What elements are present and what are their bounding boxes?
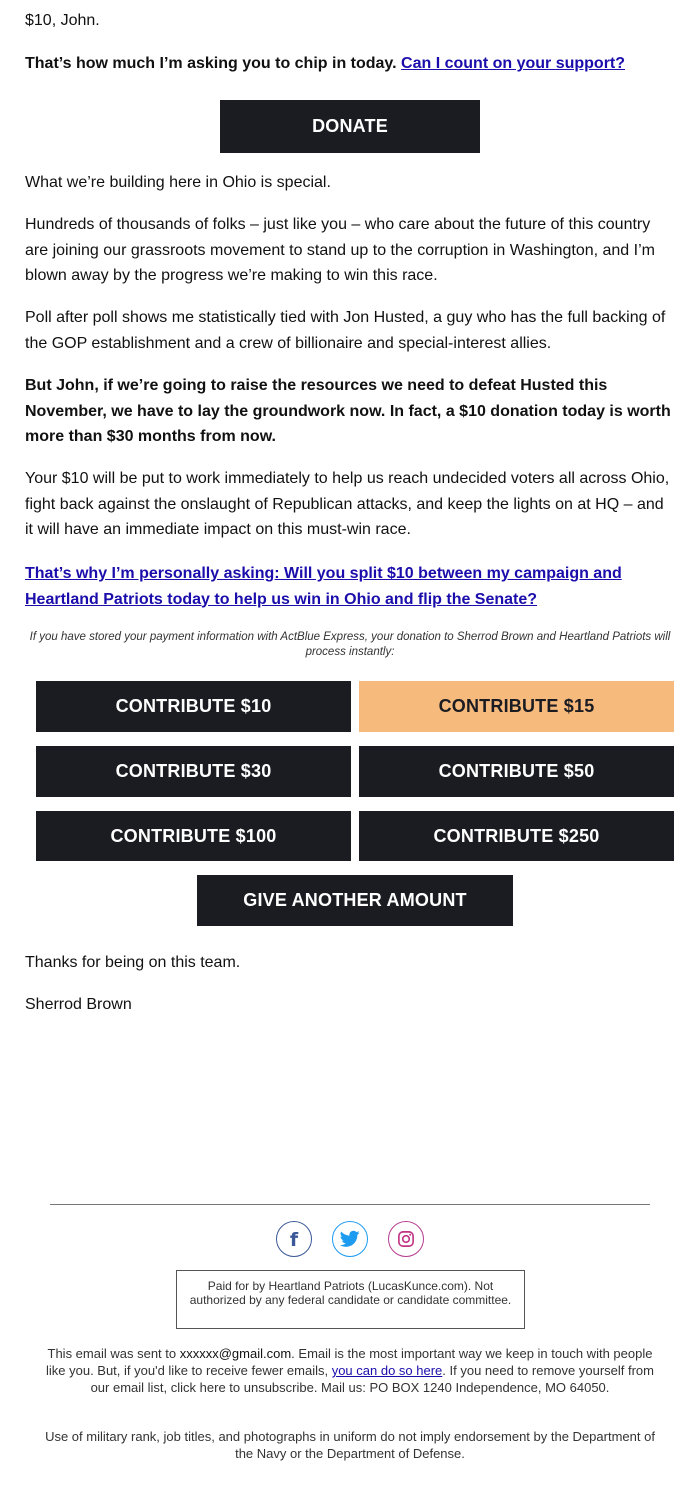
greeting: $10, John.: [25, 12, 100, 29]
split-donation-link[interactable]: That’s why I’m personally asking: Will you split $10 between my campaign and Heartland Patriots today to help us win in Ohio and flip the Senate?: [25, 565, 622, 608]
facebook-icon: f: [289, 1228, 299, 1251]
instagram-link[interactable]: [388, 1221, 424, 1257]
fewer-emails-link[interactable]: you can do so here: [331, 1363, 443, 1378]
signature: Sherrod Brown: [25, 996, 132, 1013]
paragraph-5: Your $10 will be put to work immediately to help us reach undecided voters all across Ohio, fight back against the onslaught of Republican attacks, and keep the lights on at HQ – and it will have an immediate impact on this must-win race.: [25, 470, 670, 538]
twitter-bird-icon: [340, 1230, 360, 1248]
instagram-camera-icon: [397, 1230, 415, 1248]
facebook-link[interactable]: [276, 1221, 312, 1257]
contribute-100-button[interactable]: CONTRIBUTE $100: [36, 811, 351, 861]
footer-notice: [40, 1345, 660, 1396]
twitter-link[interactable]: [332, 1221, 368, 1257]
contribute-15-button[interactable]: CONTRIBUTE $15: [359, 681, 674, 732]
ask-line: [25, 51, 675, 77]
support-link[interactable]: Can I count on your support?: [401, 55, 626, 72]
paragraph-2: Hundreds of thousands of folks – just like you – who care about the future of this country are joining our grassroots movement to stand up to the corruption in Washington, and I’m blown away by the progress we’re making to win this race.: [25, 216, 655, 284]
footer-sent-suffix: . If you need to remove yourself from our email list, click here to unsubscribe. Mail us: PO BOX 1240 Independence, MO 64050.: [90, 1363, 654, 1395]
thanks-line: Thanks for being on this team.: [25, 954, 241, 971]
footer-sent-prefix: This email was sent to: [47, 1346, 180, 1361]
contribute-10-button[interactable]: CONTRIBUTE $10: [36, 681, 351, 732]
paragraph-1: What we’re building here in Ohio is special.: [25, 174, 331, 191]
donate-button[interactable]: DONATE: [220, 100, 480, 153]
ask-text: That’s how much I’m asking you to chip in today.: [25, 55, 397, 72]
paragraph-4: But John, if we’re going to raise the resources we need to defeat Husted this November, we have to lay the groundwork now. In fact, a $10 donation today is worth more than $30 months from now.: [25, 377, 671, 445]
give-another-amount-button[interactable]: GIVE ANOTHER AMOUNT: [197, 875, 513, 926]
contribute-250-button[interactable]: CONTRIBUTE $250: [359, 811, 674, 861]
footer-divider: [50, 1204, 650, 1205]
recipient-email: xxxxxx@gmail.com: [179, 1346, 292, 1361]
paid-for-disclaimer: Paid for by Heartland Patriots (LucasKunce.com). Not authorized by any federal candidate or candidate committee.: [176, 1270, 525, 1329]
contribute-30-button[interactable]: CONTRIBUTE $30: [36, 746, 351, 797]
contribute-50-button[interactable]: CONTRIBUTE $50: [359, 746, 674, 797]
paragraph-3: Poll after poll shows me statistically tied with Jon Husted, a guy who has the full backing of the GOP establishment and a crew of billionaire and special-interest allies.: [25, 309, 666, 352]
actblue-express-note: If you have stored your payment information with ActBlue Express, your donation to Sherrod Brown and Heartland Patriots will process instantly:: [29, 631, 671, 658]
footer-sent-middle: . Email is the most important way we keep in touch with people like you. But, if you'd like to receive fewer emails,: [45, 1346, 653, 1378]
military-disclaimer: Use of military rank, job titles, and photographs in uniform do not imply endorsement by the Department of the Navy or the Department of Defense.: [45, 1429, 655, 1461]
